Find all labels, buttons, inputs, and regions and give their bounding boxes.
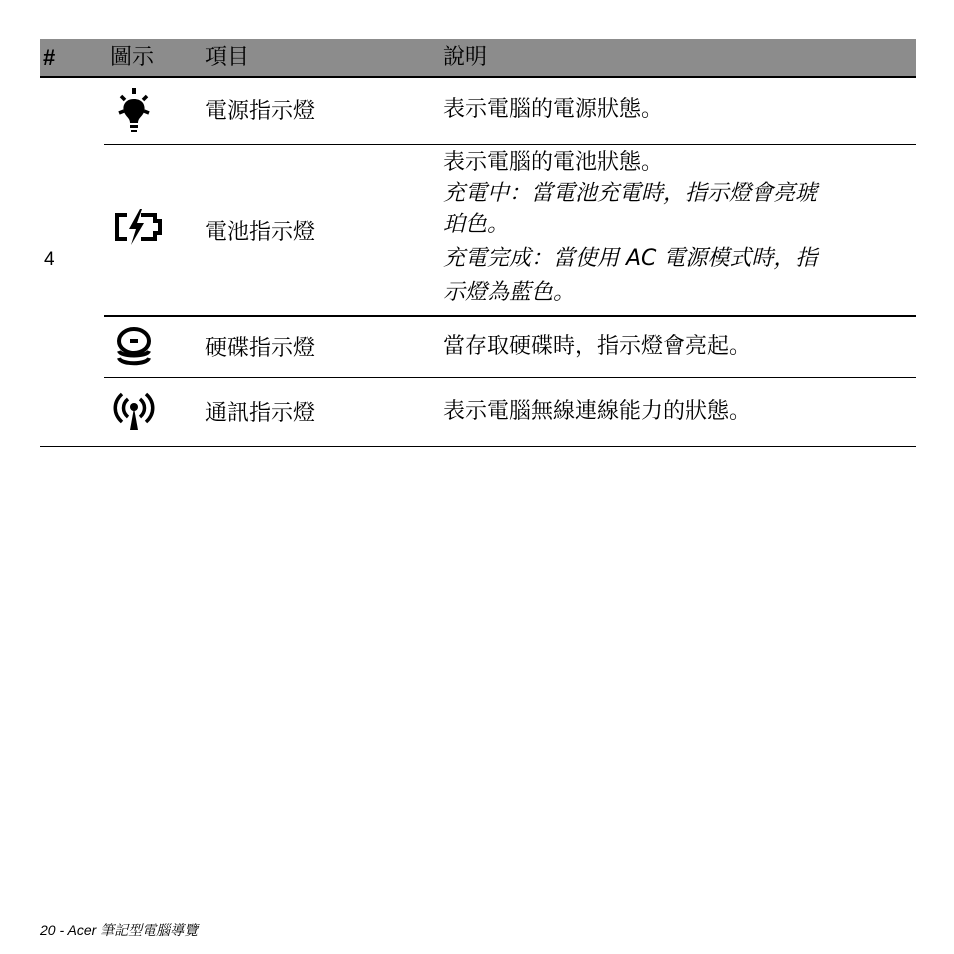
description: 表示電腦無線連線能力的狀態。 bbox=[443, 399, 752, 424]
header-description: 說明 bbox=[443, 45, 488, 70]
table-header bbox=[40, 39, 916, 78]
table-row bbox=[104, 145, 916, 317]
wireless-icon bbox=[109, 390, 163, 434]
description-block bbox=[443, 147, 913, 308]
table-row bbox=[104, 317, 916, 378]
description: 表示電腦的電源狀態。 bbox=[443, 97, 664, 122]
item-label: 硬碟指示燈 bbox=[205, 336, 316, 361]
table-bottom-rule bbox=[40, 446, 916, 447]
item-label: 通訊指示燈 bbox=[205, 401, 316, 426]
table-row bbox=[104, 78, 916, 145]
description: 表示電腦的電池狀態。 bbox=[443, 150, 664, 175]
description-charging: 充電中：當電池充電時，指示燈會亮琥 bbox=[443, 181, 818, 206]
item-label: 電源指示燈 bbox=[205, 99, 316, 124]
description-charged-cont: 示燈為藍色。 bbox=[443, 280, 576, 305]
item-label: 電池指示燈 bbox=[205, 220, 316, 245]
page-footer: 20 - Acer 筆記型電腦導覽 bbox=[40, 922, 199, 938]
battery-charging-icon bbox=[109, 205, 163, 249]
header-icon: 圖示 bbox=[110, 45, 155, 70]
hard-disk-icon bbox=[109, 325, 163, 369]
power-light-icon bbox=[109, 88, 163, 132]
header-number: # bbox=[43, 45, 56, 70]
table-row bbox=[104, 378, 916, 446]
description: 當存取硬碟時，指示燈會亮起。 bbox=[443, 334, 752, 359]
description-charging-cont: 珀色。 bbox=[443, 212, 510, 237]
header-item: 項目 bbox=[205, 45, 250, 70]
row-number: 4 bbox=[44, 249, 55, 270]
description-charged: 充電完成：當使用 AC 電源模式時，指 bbox=[443, 246, 818, 271]
